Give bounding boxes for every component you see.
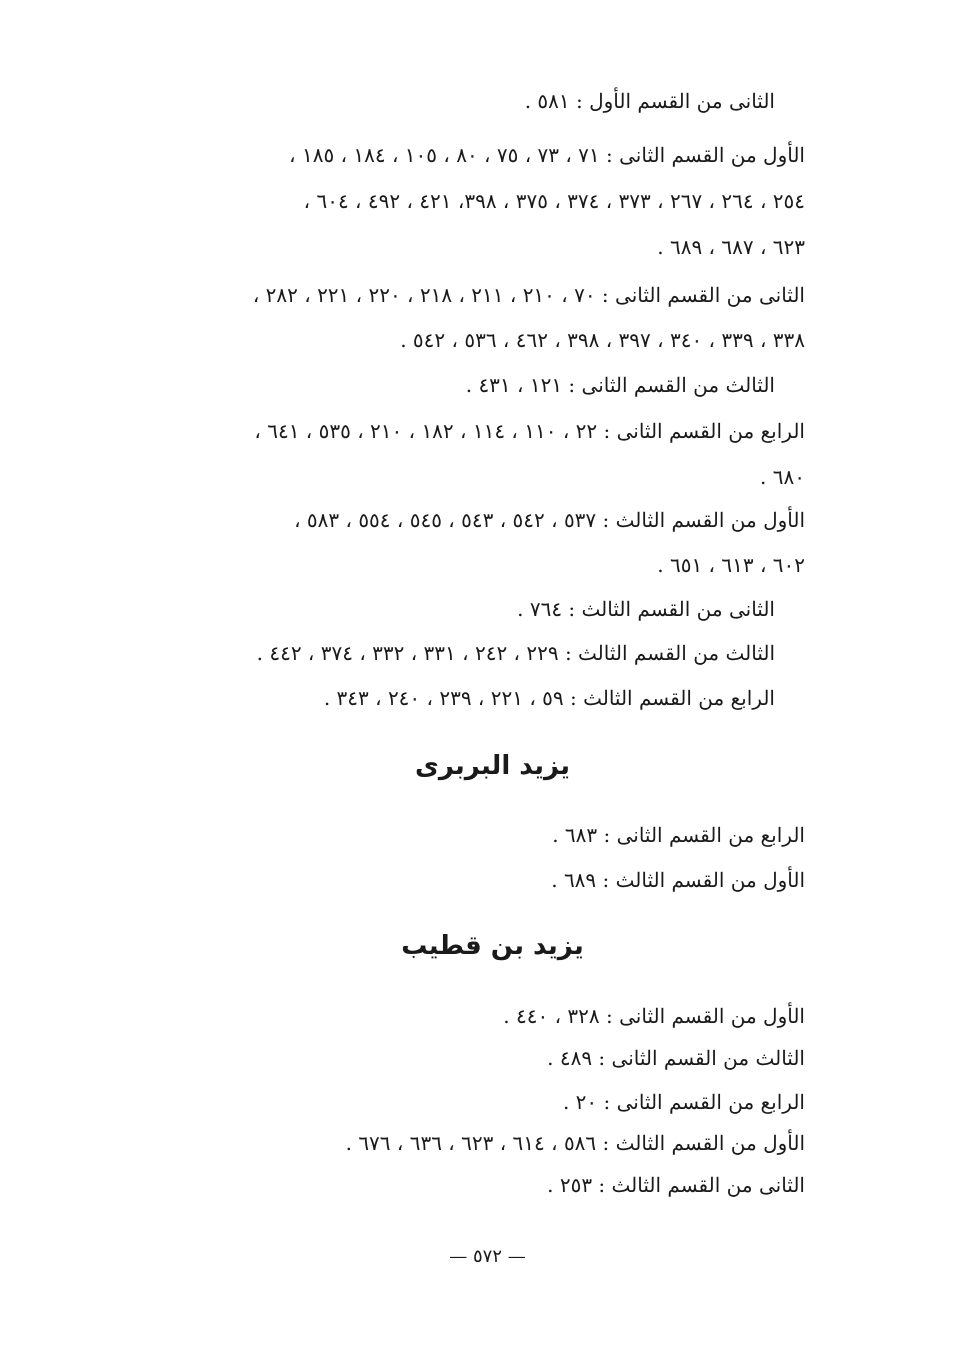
- index-line: ٣٣٨ ، ٣٣٩ ، ٣٤٠ ، ٣٩٧ ، ٣٩٨ ، ٤٦٢ ، ٥٣٦ ، ٥٤٢ .: [400, 328, 805, 352]
- index-line: الأول من القسم الثالث : ٥٣٧ ، ٥٤٢ ، ٥٤٣ ، ٥٤٥ ، ٥٥٤ ، ٥٨٣ ،: [294, 508, 805, 532]
- entry-heading: يزيد البربرى: [415, 751, 570, 781]
- index-line: الثالث من القسم الثانى : ١٢١ ، ٤٣١ .: [465, 373, 775, 397]
- index-line: ٦٢٣ ، ٦٨٧ ، ٦٨٩ .: [657, 235, 805, 259]
- index-line: الثانى من القسم الثانى : ٧٠ ، ٢١٠ ، ٢١١ ، ٢١٨ ، ٢٢٠ ، ٢٢١ ، ٢٨٢ ،: [252, 283, 805, 307]
- index-line: الأول من القسم الثانى : ٧١ ، ٧٣ ، ٧٥ ، ٨٠ ، ١٠٥ ، ١٨٤ ، ١٨٥ ،: [289, 143, 805, 167]
- index-line: الثالث من القسم الثانى : ٤٨٩ .: [547, 1046, 805, 1070]
- index-line: الرابع من القسم الثالث : ٥٩ ، ٢٢١ ، ٢٣٩ ، ٢٤٠ ، ٣٤٣ .: [323, 686, 775, 710]
- entry-heading: يزيد بن قطيب: [401, 931, 584, 961]
- index-line: الثالث من القسم الثالث : ٢٢٩ ، ٢٤٢ ، ٣٣١ ، ٣٣٢ ، ٣٧٤ ، ٤٤٢ .: [256, 641, 775, 665]
- index-line: ٦٨٠ .: [760, 465, 805, 489]
- index-line: ٢٥٤ ، ٢٦٤ ، ٢٦٧ ، ٣٧٣ ، ٣٧٤ ، ٣٧٥ ، ٣٩٨، ٤٢١ ، ٤٩٢ ، ٦٠٤ ،: [303, 189, 805, 213]
- page-number: — ٥٧٢ —: [449, 1246, 526, 1267]
- index-line: الأول من القسم الثانى : ٣٢٨ ، ٤٤٠ .: [503, 1004, 805, 1028]
- index-line: الثانى من القسم الثالث : ٧٦٤ .: [517, 597, 775, 621]
- index-line: الرابع من القسم الثانى : ٦٨٣ .: [552, 823, 805, 847]
- index-line: الرابع من القسم الثانى : ٢٢ ، ١١٠ ، ١١٤ ، ١٨٢ ، ٢١٠ ، ٥٣٥ ، ٦٤١ ،: [254, 419, 805, 443]
- index-line: الرابع من القسم الثانى : ٢٠ .: [562, 1090, 805, 1114]
- index-line: ٦٠٢ ، ٦١٣ ، ٦٥١ .: [657, 553, 805, 577]
- index-line: الأول من القسم الثالث : ٥٨٦ ، ٦١٤ ، ٦٢٣ ، ٦٣٦ ، ٦٧٦ .: [345, 1131, 805, 1155]
- index-line: الأول من القسم الثالث : ٦٨٩ .: [551, 868, 805, 892]
- index-line: الثانى من القسم الأول : ٥٨١ .: [524, 89, 775, 113]
- index-line: الثانى من القسم الثالث : ٢٥٣ .: [547, 1173, 805, 1197]
